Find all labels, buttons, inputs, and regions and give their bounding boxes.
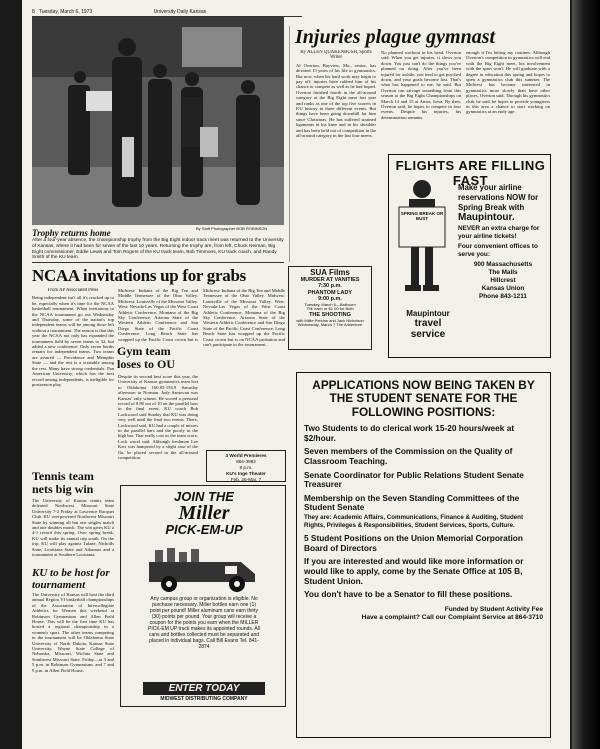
apps-position-4: Membership on the Seven Standing Committees of the Student Senate bbox=[304, 492, 520, 513]
injuries-text-1: Al Overton, Bayview, Mo., senior, has devoted 15 years of his life to gymnastics. But now, when his hard work may begin to pay off, injuries have robbed him of his chance to compete as well as he had hoped. Overton finished fourth in the all-around category at the Big Eight meet last year and ranks as one of the top five scorers in KU history in three different events. But things have been going downhill for him since Christmas. He has suffered strained ligaments in his knee and in his shoulder and has been held out of competition in the all-around category in the last four meets. bbox=[296, 62, 376, 139]
maupintour-logo-tagline: travel service bbox=[410, 318, 446, 340]
tennis-article bbox=[32, 498, 114, 564]
flights-headline: FLIGHTS ARE FILLING FAST bbox=[395, 158, 546, 188]
photo-caption-title: Trophy returns home bbox=[32, 228, 111, 238]
injuries-text-2: No planned workout in his head, Overton said. When you get injuries, it slows you down. You just can't do the things you've planned on doing. After you've been injured for awhile, you tend to get psyched down, and your goals become lost. That's what has happened to me, he said. But Overton can salvage something from this season at the Big Eight Championships on March 14 and 15 at Ames, Iowa. By then, Overton said, he hopes to compete in four events. Despite his injuries, his determination remains. bbox=[381, 50, 461, 120]
ncaa-text-3: Midwest: Indiana of the Big Ten and Middle Tennessee of the Ohio Valley. Midwest: Louisville of the Missouri Valley. West: Nevada-Las Vegas of the West Coast Athletic Conference, Montana of the Big Sky Conference, Arizona State of the Western Athletic Conference and San Diego State of the Pacific Coast Conference. Long Beach State has wrapped up the Pacific Coast crown but is on NCAA probation and can't participate in the tournament. bbox=[203, 288, 285, 348]
page-number: 8 bbox=[32, 9, 35, 15]
apps-eligibility: You don't have to be a Senator to fill these positions. bbox=[304, 589, 513, 600]
theater-ad-line-3: 8 p.m. bbox=[239, 465, 253, 470]
ncaa-column-2 bbox=[118, 288, 198, 342]
ku-host-headline: KU to be host for tournament bbox=[32, 567, 110, 591]
sua-date: Tuesday, March 6—Ballroom bbox=[304, 301, 356, 307]
ku-host-text: The University of Kansas will host the third annual Region VI basketball championships of the Association of Intercollegiate Athletics for Women this weekend at Robinson Gymnasium and Allen Field House. This will be the first time KU has hosted a regional championship in a women's sport. The other teams competing in the tournament will be Oklahoma State University of North Dakota, Kansas State University, Wayne State College of Nebraska, Missouri, Wichita State and Southwest Missouri State. Friday—at 3 and 5 p.m. in Robinson Gymnasium; and 7 and 9 p.m. in Allen Field House. bbox=[32, 592, 114, 673]
miller-title-3: PICK-EM-UP bbox=[165, 522, 243, 537]
maupintour-logo-name: Maupintour bbox=[406, 309, 450, 318]
apps-funding: Funded by Student Activity Fee bbox=[444, 605, 543, 613]
trophy-photo-image bbox=[32, 17, 284, 225]
flights-phone: Phone 843-1211 bbox=[479, 293, 527, 300]
injuries-headline: Injuries plague gymnast bbox=[295, 26, 496, 48]
paper-name: University Daily Kansan bbox=[153, 9, 207, 15]
photo-caption-text: After a four-year absence, the championship trophy from the Big Eight indoor track meet was returned to the University of Kansas, where it had been for seven of the last 10 years. Returning the trophy are, from left, Chuck Neiman, Big Eight commissioner, Eddie Lewis and Tom Rogers of the KU track team, Bob Timmons, KU track coach, and Randy Smith of the KU team. bbox=[32, 238, 284, 261]
miller-distributor: MIDWEST DISTRIBUTING COMPANY bbox=[160, 696, 248, 702]
flights-line-5: The Malls bbox=[488, 269, 518, 276]
miller-enter-today: ENTER TODAY bbox=[143, 682, 265, 695]
flights-ad bbox=[388, 154, 551, 358]
apps-headline: APPLICATIONS NOW BEING TAKEN BY THE STUDENT SENATE FOR THE FOLLOWING POSITIONS: bbox=[312, 378, 535, 419]
sua-film-3-date: Wednesday, March 7 The Adventure bbox=[297, 322, 363, 328]
miller-title-2: Miller bbox=[178, 502, 230, 524]
ncaa-column-1 bbox=[32, 288, 114, 464]
tennis-headline: Tennis team nets big win bbox=[32, 469, 94, 496]
section-rule bbox=[32, 262, 284, 263]
folio bbox=[32, 9, 302, 17]
trophy-photo bbox=[32, 17, 284, 225]
page-edge bbox=[572, 0, 600, 749]
injuries-column-2 bbox=[381, 50, 461, 150]
ncaa-column-3 bbox=[203, 288, 285, 448]
sua-film-1-time: 7:30 p.m. bbox=[318, 283, 342, 290]
injuries-column-3 bbox=[466, 50, 550, 150]
flights-line-3: Four convenient offices to serve you: bbox=[458, 243, 538, 258]
injuries-text-3: enough if I'm hitting my routines. Although Overton's competition in gymnastics will end with the Big Eight meet, his involvement with the sport won't. He will graduate with a degree in education this spring and hopes to open a gymnastics club this summer. The Midwest has become interested in gymnastics more slowly than have other places, Overton said. Through his gymnastics club, he said, he hopes to provide youngsters in this area a chance to start working on gymnastics at an early age. bbox=[466, 50, 550, 115]
sua-film-3: THE SHOOTING bbox=[309, 312, 351, 319]
student-senate-ad bbox=[296, 372, 551, 738]
sua-film-1: MURDER AT VANITIES bbox=[300, 277, 360, 283]
sua-film-2-time: 9:00 p.m. bbox=[318, 296, 342, 303]
sua-film-3-cast: with Millie Perkins and Jack Nicholson bbox=[296, 317, 364, 323]
theater-ad bbox=[206, 450, 286, 482]
ncaa-byline: From AP Associated Press bbox=[47, 288, 99, 293]
flights-copy bbox=[458, 183, 548, 301]
flights-brand: Maupintour. bbox=[458, 212, 515, 223]
pickup-truck-icon bbox=[145, 544, 263, 594]
injuries-byline: By ALLEN QUAKENBUSH, Sports Writer bbox=[300, 50, 372, 61]
theater-ad-line-1: 3 World Premieres bbox=[225, 453, 267, 458]
apps-position-2: Seven members of the Commission on the Quality of Classroom Teaching. bbox=[304, 446, 513, 466]
apps-complaint: Have a complaint? Call our Complaint Service at 864-3710 bbox=[361, 613, 543, 621]
flights-line-1: Make your airline reservations NOW for Spring Break with bbox=[458, 183, 539, 212]
miller-title-1: JOIN THE bbox=[174, 489, 234, 504]
ku-host-article bbox=[32, 592, 114, 708]
traveler-sign: SPRING BREAK OR BUST bbox=[400, 211, 444, 221]
apps-position-5: 5 Student Positions on the Union Memorial Corporation Board of Directors bbox=[304, 533, 523, 553]
maupintour-logo bbox=[397, 309, 459, 340]
traveler-illustration bbox=[391, 177, 453, 307]
theater-ad-line-2: 864-3982 bbox=[236, 459, 256, 464]
sua-price: 75¢ each or $1.00 for Both bbox=[306, 306, 354, 312]
miller-ad bbox=[120, 485, 286, 707]
apps-committees: They are: Academic Affairs, Communications, Finance & Auditing, Student Rights, Privileges & Responsibilities, Student Services, Sports, Culture. bbox=[304, 513, 523, 529]
apps-how-to-apply: If you are interested and would like more information or would like to apply, come by the Senate Office at 105 B, Student Union. bbox=[304, 556, 524, 586]
flights-line-2: NEVER an extra charge for your airline tickets! bbox=[458, 225, 540, 240]
sua-title: SUA Films bbox=[310, 268, 350, 277]
apps-position-1: Two Students to do clerical work 15-20 hours/week at $2/hour. bbox=[304, 423, 515, 443]
column-rule bbox=[289, 26, 290, 262]
flights-line-7: Kansas Union bbox=[481, 285, 525, 292]
gym-article bbox=[118, 374, 198, 482]
injuries-column-1 bbox=[296, 50, 376, 262]
miller-body: Any campus group or organization is eligible. No purchase necessary. Miller bottles earn one (1) point per pound! Miller aluminum cans earn thirty (30) points per pound. Your group will receive a coupon for the points you earn when the MILLER PICK-EM UP truck makes its appointed rounds. All cans and bottles collected must be separated and placed in individual bags. Call Bill Evans Tel. 841-2874 bbox=[148, 596, 260, 650]
ncaa-headline: NCAA invitations up for grabs bbox=[32, 266, 246, 285]
theater-ad-line-5: Feb. 26-Mar. 7 bbox=[230, 477, 262, 482]
gym-text: Despite its second best score this year, the University of Kansas gymnastics team lost to Oklahoma 160.05-156.9 Saturday afternoon in Norman. Jody Santovan was Kansas' only winner. He scored a personal record of 8.80 out of 10 on the parallel bars in the final event. KU coach Bob Lockwood said Sunday that KU was doing very well until the final two events. There, Lockwood said, KU had a couple of misses in the parallel bars and the poorly in the high bar. That really cost us the team score, Lock wood said. Although freshman Lee Kerr was hampered by a slight case of the flu, he placed second in the all-around competition. bbox=[118, 374, 198, 461]
flights-line-4: 900 Massachusetts bbox=[473, 261, 533, 268]
gym-headline: Gym team loses to OU bbox=[117, 344, 175, 371]
issue-date: Tuesday, March 6, 1973 bbox=[38, 9, 93, 15]
theater-ad-line-4: KU's Inge Theater bbox=[226, 471, 266, 476]
miller-title bbox=[121, 490, 286, 536]
sua-film-2: PHANTOM LADY bbox=[307, 289, 353, 296]
ncaa-text-2: Midwest: Indiana of the Big Ten and Middle Tennessee of the Ohio Valley. Midwest: Louisville of the Missouri Valley. West: Nevada-Las Vegas of the West Coast Athletic Conference, Montana of the Big Sky Conference, Arizona State of the Western Athletic Conference and San Diego State of the Pacific Coast Conference. Long Beach State has wrapped up the Pacific Coast crown but is bbox=[118, 288, 198, 342]
ncaa-text-1: Being independent isn't all it's cracked up to be, especially when it's time for the NCAA basketball tournament. When invitations to the NCAA tournament go out Wednesday and Thursday, some of the nation's top independent teams will be among those left without a tournament. The reason is that this year the NCAA not only has expanded the tournament field by seven teams to 32, but added a new conference. Only seven berths remain for independent teams. Two teams are assured — Providence and Memphis State — and the rest is a scramble among the rest. Many have strong credentials. Pan American University, which has the best record among independents, is ineligible for postseason play. bbox=[32, 295, 114, 387]
apps-position-3: Senate Coordinator for Public Relations Student Senate Treasurer bbox=[304, 469, 524, 490]
tennis-text: The University of Kansas tennis team defeated Northwest Missouri State University 7-2 Friday at Lawrence Racquet Club. KU overpowered Northwest Missouri State by winning all but one singles match and one doubles match. The win gives KU a 4-1 record this spring. Over spring break, KU will make its annual trip south. On the trip, KU will play against Tulane, Nicholls State, Louisiana State and Arkansas and a tournament at Southern Louisiana. bbox=[32, 498, 114, 558]
flights-line-6: Hillcrest bbox=[490, 277, 516, 284]
sua-films-ad bbox=[288, 266, 372, 350]
photo-credit: By Staff Photographer BOB ROBINSON bbox=[196, 226, 268, 231]
